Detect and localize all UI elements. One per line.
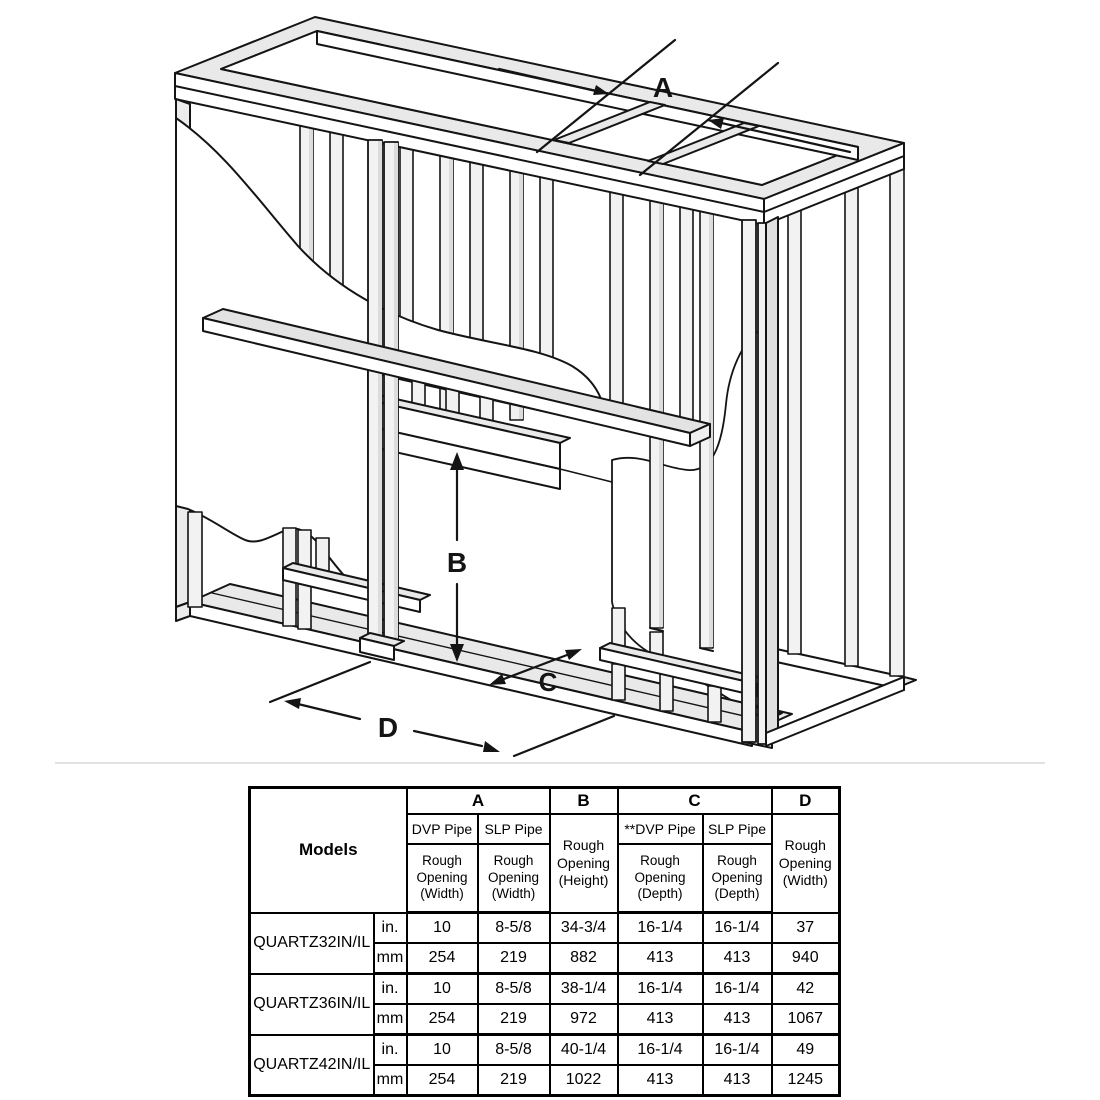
col-a-slp: SLP Pipe	[478, 814, 550, 844]
value-cell: 16-1/4	[618, 974, 703, 1005]
value-cell: 37	[772, 913, 840, 944]
unit-label: in.	[374, 974, 407, 1005]
value-cell: 16-1/4	[618, 1035, 703, 1066]
value-cell: 34-3/4	[550, 913, 618, 944]
value-cell: 8-5/8	[478, 1035, 550, 1066]
col-d-desc: Rough Opening (Width)	[772, 814, 840, 913]
page-divider	[55, 762, 1045, 764]
value-cell: 16-1/4	[703, 974, 772, 1005]
value-cell: 16-1/4	[703, 1035, 772, 1066]
value-cell: 219	[478, 1004, 550, 1035]
value-cell: 254	[407, 943, 478, 974]
value-cell: 10	[407, 1035, 478, 1066]
col-c-slp: SLP Pipe	[703, 814, 772, 844]
value-cell: 16-1/4	[618, 913, 703, 944]
value-cell: 8-5/8	[478, 974, 550, 1005]
value-cell: 413	[618, 1065, 703, 1096]
value-cell: 413	[618, 943, 703, 974]
label-d: D	[377, 712, 399, 743]
value-cell: 413	[618, 1004, 703, 1035]
value-cell: 219	[478, 943, 550, 974]
value-cell: 38-1/4	[550, 974, 618, 1005]
col-letter-c: C	[618, 788, 772, 815]
value-cell: 8-5/8	[478, 913, 550, 944]
value-cell: 413	[703, 1004, 772, 1035]
col-c-dvp-desc: Rough Opening (Depth)	[618, 844, 703, 913]
label-c: C	[538, 667, 558, 697]
col-b-desc: Rough Opening (Height)	[550, 814, 618, 913]
model-name: QUARTZ36IN/IL	[250, 974, 374, 1035]
value-cell: 1067	[772, 1004, 840, 1035]
value-cell: 940	[772, 943, 840, 974]
models-header-cell: Models	[250, 788, 407, 913]
value-cell: 10	[407, 974, 478, 1005]
label-a: A	[652, 72, 674, 103]
value-cell: 254	[407, 1065, 478, 1096]
value-cell: 10	[407, 913, 478, 944]
unit-label: mm	[374, 943, 407, 974]
col-letter-b: B	[550, 788, 618, 815]
col-c-slp-desc: Rough Opening (Depth)	[703, 844, 772, 913]
col-a-dvp-desc: Rough Opening (Width)	[407, 844, 478, 913]
value-cell: 882	[550, 943, 618, 974]
col-a-slp-desc: Rough Opening (Width)	[478, 844, 550, 913]
value-cell: 413	[703, 943, 772, 974]
value-cell: 413	[703, 1065, 772, 1096]
col-a-dvp: DVP Pipe	[407, 814, 478, 844]
value-cell: 40-1/4	[550, 1035, 618, 1066]
value-cell: 972	[550, 1004, 618, 1035]
value-cell: 219	[478, 1065, 550, 1096]
value-cell: 49	[772, 1035, 840, 1066]
col-letter-d: D	[772, 788, 840, 815]
model-name: QUARTZ32IN/IL	[250, 913, 374, 974]
model-name: QUARTZ42IN/IL	[250, 1035, 374, 1096]
rough-opening-table	[248, 786, 841, 1097]
value-cell: 1022	[550, 1065, 618, 1096]
unit-label: mm	[374, 1004, 407, 1035]
unit-label: in.	[374, 913, 407, 944]
col-c-dvp: **DVP Pipe	[618, 814, 703, 844]
value-cell: 42	[772, 974, 840, 1005]
back-right-studs	[788, 144, 904, 676]
col-letter-a: A	[407, 788, 550, 815]
value-cell: 254	[407, 1004, 478, 1035]
value-cell: 16-1/4	[703, 913, 772, 944]
unit-label: in.	[374, 1035, 407, 1066]
unit-label: mm	[374, 1065, 407, 1096]
label-b: B	[446, 547, 468, 578]
value-cell: 1245	[772, 1065, 840, 1096]
